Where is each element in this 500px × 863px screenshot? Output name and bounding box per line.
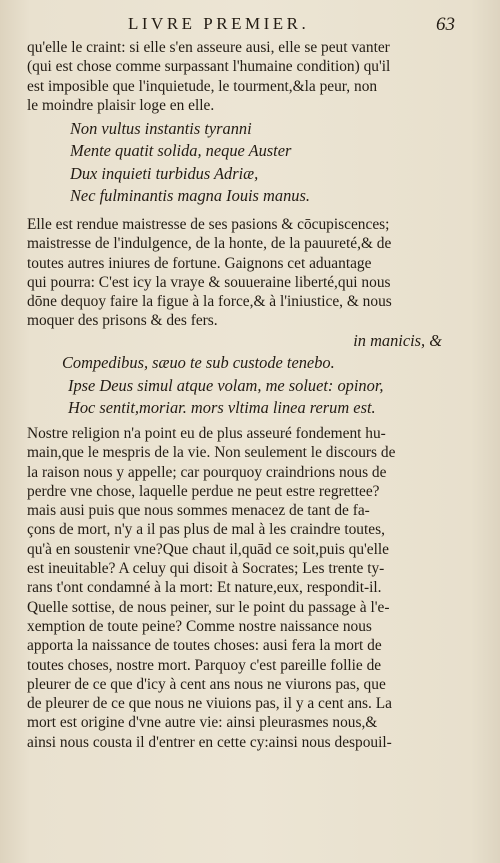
text-line: la raison nous y appelle; car pourquoy craindrions nous de bbox=[27, 463, 387, 481]
paragraph-2 bbox=[27, 215, 440, 331]
verse-line: Mente quatit solida, neque Auster bbox=[70, 141, 292, 161]
latin-verse-quotation-1 bbox=[70, 118, 310, 207]
text-line: de pleurer de ce que nous ne viuions pas, il y a cent ans. La bbox=[27, 695, 392, 713]
text-line: Elle est rendue maistresse de ses pasions & cōcupiscences; bbox=[27, 216, 390, 233]
text-line: çons de mort, n'y a il pas plus de mal à les craindre toutes, bbox=[27, 521, 385, 539]
text-line: est imposible que l'inquietude, le tourment,&la peur, non bbox=[27, 77, 378, 95]
text-line: mais ausi puis que nous sommes menacez de tant de fa- bbox=[27, 502, 370, 520]
page-number: 63 bbox=[436, 14, 455, 35]
text-line: toutes choses, nostre mort. Parquoy c'est pareille follie de bbox=[27, 656, 382, 674]
text-line: qu'elle le craint: si elle s'en asseure ausi, elle se peut vanter bbox=[27, 39, 390, 56]
verse-line: in manicis, & bbox=[353, 331, 442, 350]
text-line: qui pourra: C'est icy la vraye & souueraine liberté,qui nous bbox=[27, 273, 391, 291]
text-line: Nostre religion n'a point eu de plus asseuré fondement hu- bbox=[27, 425, 386, 442]
verse-line: Non vultus instantis tyranni bbox=[70, 119, 252, 138]
text-line: qu'à en soustenir vne?Que chaut il,quād ce soit,puis qu'elle bbox=[27, 540, 389, 558]
paragraph-1 bbox=[27, 38, 440, 115]
verse-line: Compedibus, sæuo te sub custode tenebo. bbox=[62, 353, 335, 373]
verse-line: Hoc sentit,moriar. mors vltima linea rerum est. bbox=[68, 397, 376, 417]
text-line: le moindre plaisir loge en elle. bbox=[27, 96, 215, 114]
text-line: perdre vne chose, laquelle perdue ne peut estre regrettee? bbox=[27, 482, 380, 500]
page-header bbox=[0, 12, 500, 38]
text-line: maistresse de l'indulgence, de la honte, de la pauureté,& de bbox=[27, 235, 392, 253]
verse-line: Dux inquieti turbidus Adriæ, bbox=[70, 163, 259, 183]
running-title: LIVRE PREMIER. bbox=[128, 14, 310, 33]
text-line: xemption de toute peine? Comme nostre naissance nous bbox=[27, 617, 372, 635]
text-line: est ineuitable? A celuy qui disoit à Socrates; Les trente ty- bbox=[27, 560, 385, 578]
text-line: main,que le mespris de la vie. Non seulement le discours de bbox=[27, 444, 396, 462]
text-line: dōne dequoy faire la figue à la force,& à l'iniustice, & nous bbox=[27, 293, 392, 311]
latin-verse-quotation-2 bbox=[62, 330, 442, 419]
text-line: toutes autres iniures de fortune. Gaignons cet aduantage bbox=[27, 254, 372, 272]
text-line: mort est origine d'vne autre vie: ainsi pleurasmes nous,& bbox=[27, 714, 378, 732]
text-line: moquer des prisons & des fers. bbox=[27, 312, 218, 330]
text-line: (qui est chose comme surpassant l'humaine condition) qu'il bbox=[27, 58, 391, 76]
verse-line: Ipse Deus simul atque volam, me soluet: opinor, bbox=[68, 375, 384, 395]
text-line: pleurer de ce que d'icy à cent ans nous ne viurons pas, que bbox=[27, 675, 386, 693]
text-line: apporta la naissance de toutes choses: ausi fera la mort de bbox=[27, 637, 382, 655]
paragraph-3 bbox=[27, 424, 440, 752]
verse-line: Nec fulminantis magna Iouis manus. bbox=[70, 185, 310, 205]
text-line: Quelle sottise, de nous peiner, sur le point du passage à l'e- bbox=[27, 598, 390, 616]
text-line: ainsi nous cousta il d'entrer en cette cy:ainsi nous despouil- bbox=[27, 733, 392, 751]
text-line: rans t'ont condamné à la mort: Et nature,eux, respondit-il. bbox=[27, 579, 382, 597]
